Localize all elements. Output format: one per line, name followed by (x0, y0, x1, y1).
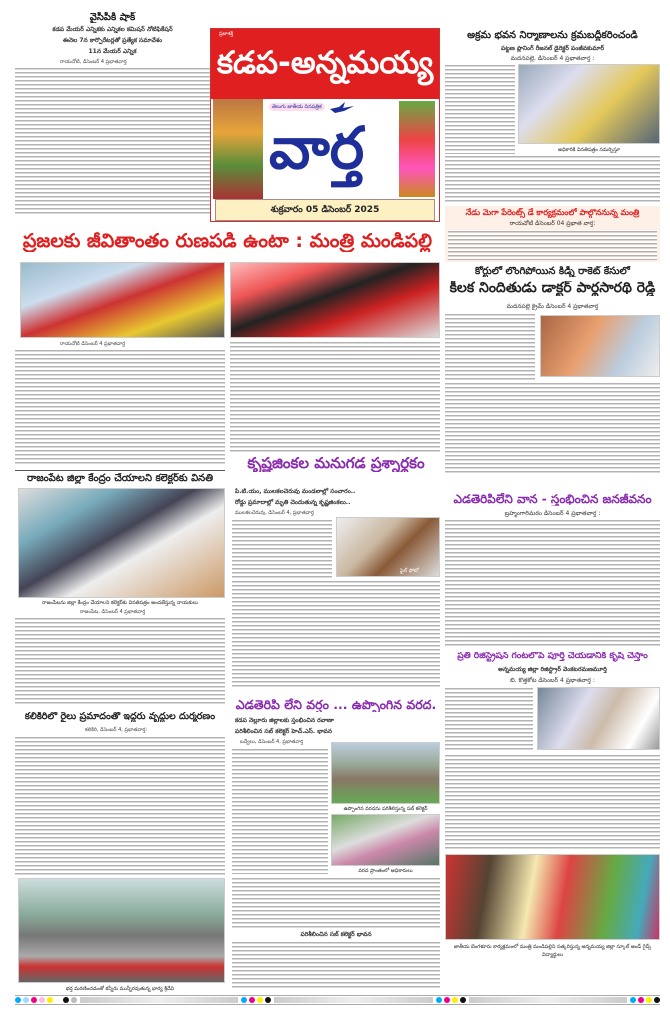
school-caption: జాతీయ బెంగళూరు కార్యక్రమంలో మంత్రి మండిపల్లిని సత్కరిస్తున్న అన్నమయ్య జిల్లా స్కూల్ అండ్ గైడ్స్ విద్యార్థులు (453, 944, 652, 958)
deer-sub-1: పి.టి.యం, ములకలచెరువు మండలాల్లో సంచారం.. (235, 488, 356, 495)
ycp-sub-2: ఈనెల 7న కార్పొరేటర్లతో ప్రత్యేక సమావేశం (62, 37, 163, 44)
railway-accident-photo (18, 878, 225, 983)
rally-photo (20, 262, 225, 338)
illegal-caption: అధికారికి వినతిపత్రం సమర్పిస్తూ (557, 147, 621, 153)
kidney-body-1 (445, 313, 535, 380)
rain1-headline: ఎడతెరిపిలేని వాన - స్తంభించిన జనజీవనం (453, 493, 652, 506)
kidney-dateline: మదనపల్లె క్రైమ్ డిసెంబర్ 4 ప్రభాతవార్త (506, 303, 599, 310)
masthead-small-label: ప్రజాశక్తి (219, 31, 234, 37)
ycp-headline: వైసీపీకి షాక్ (89, 12, 136, 23)
ycp-body (15, 67, 210, 216)
registration-headline: ప్రతి రిజిస్ట్రేషన్ గంటలోపే పూర్తి చేయడానికి కృషి చేస్తాం (457, 652, 648, 661)
dove-icon (329, 101, 355, 115)
main-body-1 (15, 349, 225, 466)
rain2-dateline: బద్వేలు, డిసెంబర్ 4, ప్రభాతవార్త (240, 739, 304, 745)
rain2-body-3 (232, 941, 440, 990)
divider (15, 470, 225, 471)
gray-bar (274, 997, 432, 1003)
rain2-body-1 (232, 748, 328, 874)
deity-image (213, 99, 263, 199)
illegal-body-2 (445, 155, 660, 203)
rain2-headline: ఎడతెరిపి లేని వర్షం ... ఉప్పొంగిన వరద. (235, 698, 437, 712)
rajampet-dateline: రాజంపేట, డిసెంబర్ 4 ప్రభాతవార్త (80, 609, 146, 615)
kidney-body-2 (445, 382, 660, 474)
kidney-headline-1: కోర్టులో లొంగిపోయిన కిడ్నీ రాకెట్ కేసులో (475, 266, 630, 277)
color-dots (630, 997, 660, 1003)
rain2-caption-1: ఉప్పొంగిన వరదను పరిశీలిస్తున్న సబ్ కలెక్టర్ (343, 806, 428, 812)
ycp-sub-3: 11న మేయర్ ఎన్నిక (88, 48, 137, 55)
color-registration-strip (15, 995, 660, 1005)
rain2-body-2 (232, 877, 440, 928)
rain2-caption-2: వరద ప్రాంతంలో అధికారులు (358, 868, 413, 874)
color-dots (436, 997, 466, 1003)
deer-body-1 (232, 519, 332, 578)
registration-dateline: బి. కొత్తకోట డిసెంబర్ 4 ప్రభాతవార్త : (510, 677, 595, 684)
doctor-photo (540, 315, 660, 377)
deer-body-2 (232, 580, 440, 688)
deer-photo (336, 517, 440, 577)
illegal-dateline: మదనపల్లె, డిసెంబర్ 4 ప్రభాతవార్త : (510, 55, 595, 62)
ycp-dateline: రాయచోటి, డిసెంబర్ 4 ప్రభాతవార్త (60, 59, 127, 65)
rajampet-photo (18, 488, 225, 598)
color-dots (15, 997, 77, 1003)
main-headline: ప్రజలకు జీవితాంతం రుణపడి ఉంటా : మంత్రి మండిపల్లి (22, 231, 433, 252)
minister-speech-photo (230, 262, 440, 338)
rain2-sub-2: పరిశీలించిన సబ్ కలెక్టర్ హెచ్.ఎస్. భావన (235, 728, 332, 735)
mega-headline: నేడు మెగా పేరెంట్స్ డే కార్యక్రమంలో పాల్గొననున్న మంత్రి (465, 208, 640, 217)
main-dateline: రాయచోటి డిసెంబర్ 4 ప్రభాతవార్త (60, 341, 126, 347)
registration-photo (537, 687, 660, 750)
masthead-date: శుక్రవారం 05 డిసెంబర్ 2025 (215, 199, 435, 221)
rajampet-headline: రాజంపేట జిల్లా కేంద్రం చేయాలని కలెక్టర్‌కు వినతి (26, 473, 214, 484)
illegal-photo (518, 64, 660, 144)
mega-dateline: రాయచోటి డిసెంబర్ 04 ప్రభాత వార్త: (509, 220, 596, 227)
color-dots (241, 997, 271, 1003)
illegal-headline: అక్రమ భవన నిర్మాణాలను క్రమబద్ధీకరించండి (467, 30, 638, 41)
gray-bar (80, 997, 238, 1003)
rain1-body (445, 519, 660, 648)
kalikiri-dateline: కలికిరి, డిసెంబర్ 4, ప్రభాతవార్త: (85, 727, 148, 733)
illegal-sub: పట్టణ ప్లానింగ్ రీజనల్ డైరెక్టర్ పంజీవకుమార్ (500, 45, 605, 52)
registration-body-2 (445, 754, 660, 850)
mega-box (445, 206, 660, 262)
kidney-headline-2: కీలక నిందితుడు డాక్టర్ పార్థసారథి రెడ్డి (449, 281, 656, 296)
deer-caption: ఫైల్ ఫోటో (400, 568, 419, 574)
mega-body (448, 230, 657, 260)
deer-headline: కృష్ణజింకల మనుగడ ప్రశ్నార్థకం (247, 455, 425, 472)
paper-name: వార్త (269, 114, 365, 182)
masthead-tagline: తెలుగు జాతీయ దినపత్రిక (269, 103, 325, 111)
flood-photo (331, 742, 440, 804)
kalikiri-body (15, 736, 225, 875)
registration-body-1 (445, 687, 533, 752)
ycp-sub-1: కడప మేయర్ ఎన్నికకు ఎన్నికల కమిషన్ నోటిఫికేషన్ (52, 26, 173, 33)
rain1-dateline: బ్రహ్మంగారిమఠం డిసెంబర్ 4 ప్రభాతవార్త : (504, 510, 601, 517)
registration-sub: అన్నమయ్య జిల్లా రిజిస్ట్రార్ వెంకటరమణమూర్తి (498, 666, 607, 673)
kalikiri-caption: భర్త మరణించడంతో కన్నీరు మున్నీరవుతున్న భార్య శ్రీదేవి (65, 986, 175, 992)
gray-bar (469, 997, 627, 1003)
kalikiri-headline: కలికిరిలో రైలు ప్రమాదంతో ఇద్దరు వృద్ధుల దుర్మరణం (24, 712, 216, 722)
officials-photo (331, 814, 440, 866)
illegal-body-1 (445, 64, 515, 154)
deer-sub-2: రోడ్డు ప్రమాదాల్లో మృతి చెందుతున్న కృష్ణజింకలు.. (235, 499, 351, 506)
deer-dateline: ములకలచెరువు, డిసెంబర్ 4, ప్రభాతవార్త (235, 510, 314, 516)
rain2-sub-1: కడప నెల్లూరు జిల్లాలకు స్తంభించిన రవాణా (235, 717, 334, 724)
rajampet-caption: రాజంపేటను జిల్లా కేంద్రం చేయాలని కలెక్టర్‌కు వినతిపత్రం అందజేస్తున్న నాయకులు (42, 600, 198, 606)
annamayya-image (399, 101, 435, 197)
main-body-2 (230, 341, 440, 452)
rain2-section-heading: పరిశీలించిన సబ్ కలెక్టర్ భావన (300, 931, 372, 938)
masthead-title: కడప-అన్నమయ్య (216, 45, 434, 81)
students-photo (445, 854, 660, 940)
rajampet-body (15, 617, 225, 706)
masthead (210, 28, 440, 222)
